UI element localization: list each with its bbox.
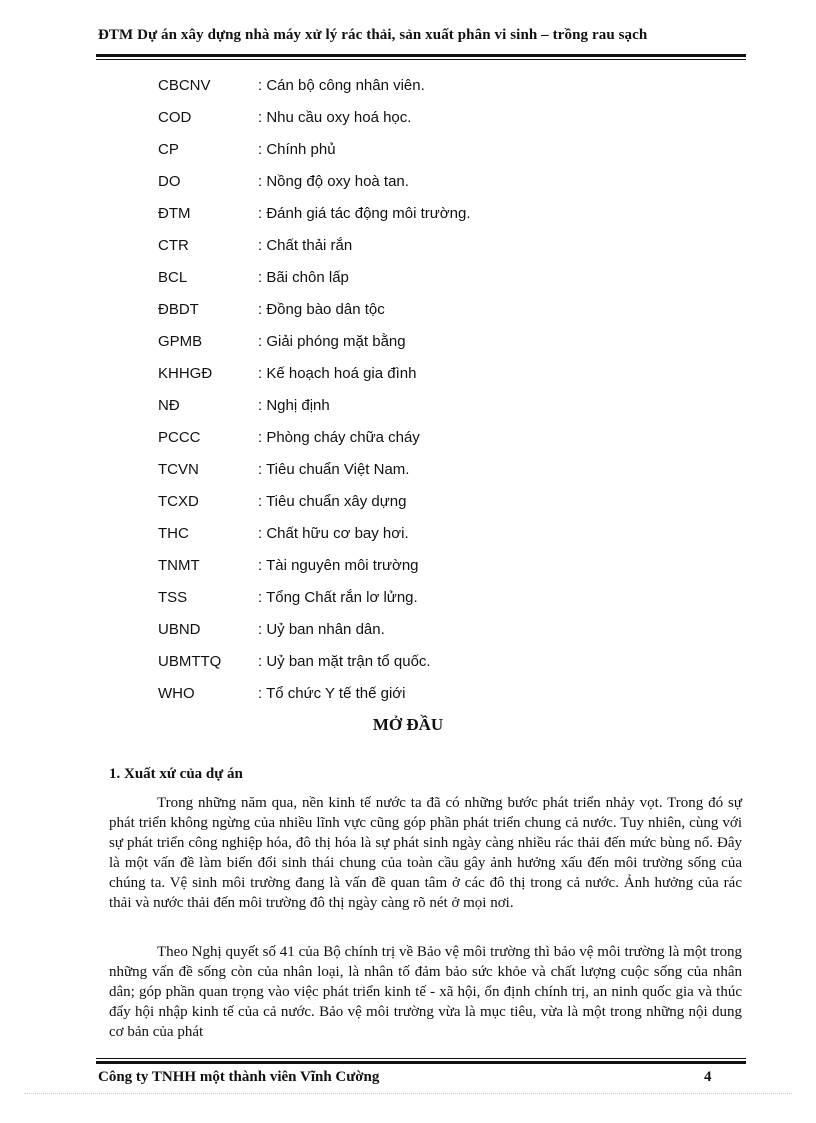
abbreviation-row <box>158 396 718 428</box>
abbreviation-definition: : Kế hoạch hoá gia đình <box>258 365 417 382</box>
abbreviation-definition: : Tổng Chất rắn lơ lửng. <box>258 589 418 606</box>
abbreviation-definition: : Tiêu chuẩn Việt Nam. <box>258 461 410 478</box>
abbreviation-row <box>158 524 718 556</box>
footer-company: Công ty TNHH một thành viên Vĩnh Cường <box>98 1069 380 1085</box>
abbreviation-code: PCCC <box>158 429 201 446</box>
abbreviation-row <box>158 428 718 460</box>
abbreviation-row <box>158 652 718 684</box>
paragraph: Trong những năm qua, nền kinh tế nước ta đã có những bước phát triển nhảy vọt. Trong đó sự phát triển không ngừng của nhiều lĩnh vực cũng góp phần phát triển chung cả nước. Tuy nhiên, cùng với sự phát triển công nghiệp hóa, đô thị hóa là sự phát sinh ngày càng nhiều rác thải đến mức bùng nổ. Đây là một vấn đề làm biến đổi sinh thái chung của toàn cầu gây ảnh hưởng xấu đến môi trường sống của chúng ta. Vệ sinh môi trường đang là vấn đề quan tâm ở các đô thị trong cả nước. Ảnh hưởng của rác thải và nước thải đến môi trường đô thị ngày càng rõ nét ở mọi nơi. <box>109 795 742 911</box>
abbreviation-definition: : Tiêu chuẩn xây dựng <box>258 493 407 510</box>
abbreviation-row <box>158 556 718 588</box>
abbreviation-code: NĐ <box>158 397 180 414</box>
abbreviation-code: CBCNV <box>158 77 211 94</box>
abbreviation-code: GPMB <box>158 333 203 350</box>
abbreviation-definition: : Nghị định <box>258 397 330 414</box>
abbreviation-definition: : Uỷ ban nhân dân. <box>258 621 385 638</box>
abbreviation-row <box>158 684 718 716</box>
paragraph: Theo Nghị quyết số 41 của Bộ chính trị về Bảo vệ môi trường thì bảo vệ môi trường là một trong những vấn đề sống còn của nhân loại, là nhân tố đảm bảo sức khỏe và chất lượng cuộc sống của nhân dân; góp phần quan trọng vào việc phát triển kinh tế - xã hội, ổn định chính trị, an ninh quốc gia và thúc đẩy hội nhập kinh tế của cả nước. Bảo vệ môi trường vừa là mục tiêu, vừa là một trong những nội dung cơ bản của phát <box>109 944 742 1040</box>
abbreviation-row <box>158 76 718 108</box>
abbreviation-definition: : Phòng cháy chữa cháy <box>258 429 420 446</box>
abbreviation-code: COD <box>158 109 192 126</box>
abbreviation-code: KHHGĐ <box>158 365 213 382</box>
page-number: 4 <box>704 1069 712 1085</box>
abbreviation-code: TSS <box>158 589 188 606</box>
abbreviation-row <box>158 108 718 140</box>
abbreviation-code: ĐBDT <box>158 301 199 318</box>
abbreviation-code: CTR <box>158 237 189 254</box>
header-rule-thin <box>96 59 746 60</box>
abbreviation-code: BCL <box>158 269 188 286</box>
abbreviation-code: THC <box>158 525 189 542</box>
abbreviation-row <box>158 204 718 236</box>
footer-rule-thick <box>96 1061 746 1064</box>
header-rule-thick <box>96 54 746 57</box>
abbreviation-definition: : Đồng bào dân tộc <box>258 301 385 318</box>
abbreviation-code: WHO <box>158 685 195 702</box>
abbreviation-row <box>158 300 718 332</box>
abbreviation-row <box>158 172 718 204</box>
abbreviation-row <box>158 236 718 268</box>
abbreviation-list <box>158 76 718 716</box>
abbreviation-definition: : Bãi chôn lấp <box>258 269 349 286</box>
abbreviation-row <box>158 268 718 300</box>
footer-rule-thin <box>96 1058 746 1059</box>
abbreviation-definition: : Tổ chức Y tế thế giới <box>258 685 406 702</box>
abbreviation-code: UBND <box>158 621 201 638</box>
abbreviation-code: TCXD <box>158 493 199 510</box>
abbreviation-code: DO <box>158 173 181 190</box>
abbreviation-row <box>158 364 718 396</box>
abbreviation-definition: : Đánh giá tác động môi trường. <box>258 205 471 222</box>
abbreviation-code: ĐTM <box>158 205 191 222</box>
abbreviation-code: CP <box>158 141 179 158</box>
abbreviation-definition: : Nhu cầu oxy hoá học. <box>258 109 412 126</box>
subheading: 1. Xuất xứ của dự án <box>109 766 243 782</box>
page-header-title: ĐTM Dự án xây dựng nhà máy xử lý rác thải, sản xuất phân vi sinh – trồng rau sạch <box>98 27 648 43</box>
abbreviation-definition: : Chất thải rắn <box>258 237 353 254</box>
abbreviation-code: UBMTTQ <box>158 653 222 670</box>
abbreviation-row <box>158 460 718 492</box>
abbreviation-row <box>158 588 718 620</box>
abbreviation-row <box>158 140 718 172</box>
abbreviation-row <box>158 492 718 524</box>
abbreviation-code: TCVN <box>158 461 199 478</box>
abbreviation-definition: : Giải phóng mặt bằng <box>258 333 406 350</box>
abbreviation-definition: : Uỷ ban mặt trận tổ quốc. <box>258 653 431 670</box>
abbreviation-row <box>158 332 718 364</box>
section-title: MỞ ĐẦU <box>372 715 444 734</box>
abbreviation-definition: : Cán bộ công nhân viên. <box>258 77 425 94</box>
page-edge-divider <box>24 1093 792 1094</box>
abbreviation-row <box>158 620 718 652</box>
abbreviation-definition: : Chính phủ <box>258 141 336 158</box>
abbreviation-definition: : Chất hữu cơ bay hơi. <box>258 525 409 542</box>
abbreviation-code: TNMT <box>158 557 200 574</box>
abbreviation-definition: : Tài nguyên môi trường <box>258 557 419 574</box>
abbreviation-definition: : Nồng độ oxy hoà tan. <box>258 173 409 190</box>
